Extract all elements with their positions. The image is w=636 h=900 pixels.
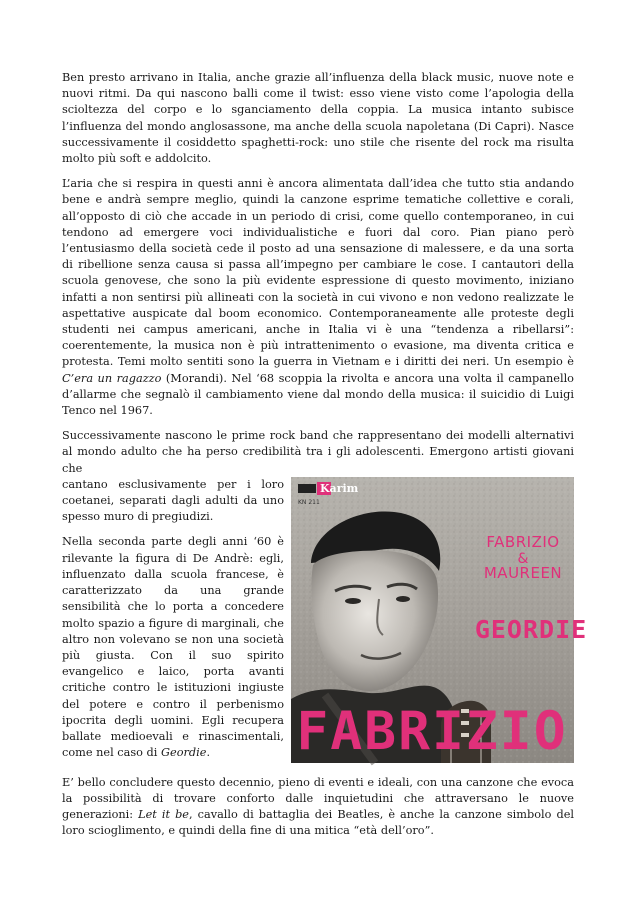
record-label-name: Karim [320, 481, 359, 495]
cover-artist-fabrizio: FABRIZIO [486, 532, 560, 551]
cover-artist-maureen: MAUREEN [483, 563, 563, 582]
paragraph-rock-band: Successivamente nascono le prime rock band che rappresentano dei modelli alternativi al mondo adulto che ha perso credibilità tra i gli adolescenti. Emergono artisti giovani che [62, 429, 574, 475]
catalog-number: KN 211 [298, 498, 320, 506]
song-title-let-it-be: Let it be [138, 808, 189, 822]
paragraph-let-it-be [62, 775, 574, 840]
wrapped-section [62, 477, 588, 769]
album-cover-image [291, 477, 588, 763]
paragraph-de-andre [62, 534, 284, 761]
paragraph-rock-band-continued: cantano esclusivamente per i loro coetanei, separati dagli adulti da uno spesso muro di pregiudizi. [62, 477, 284, 524]
cover-song-title: GEORDIE [474, 614, 588, 644]
document-page [62, 70, 588, 840]
paragraph-let-it-be-text-b: , cavallo di battaglia dei Beatles, è anche la canzone simbolo del loro scioglimento, e quindi della fine di una mitica “età dell’oro”. [62, 808, 574, 838]
paragraph-let-it-be-text-a: E’ bello concludere questo decennio, pieno di eventi e ideali, con una canzone che evoca la possibilità di trovare conforto dalle inquietudini che attraversano le nuove generazioni: [62, 775, 574, 822]
cover-big-name: FABRIZIO [296, 700, 568, 762]
paragraph-cantautori-text-a: L’aria che si respira in questi anni è ancora alimentata dall’idea che tutto stia andando bene e andrà sempre meglio, quindi la canzone esprime tematiche collettive e corali, all’opposto di ciò che accade in un periodo di crisi, come quello contemporaneo, in cui tendono ad emergere voci individualistiche e fuori dal coro. Pian piano però l’entusiasmo della società cede il posto ad una sensazione di malessere, e da una sorta di ribellione senza causa si passa all’impegno per cambiare le cose. I cantautori della scuola genovese, che sono la più evidente espressione di questo movimento, iniziano infatti a non sentirsi più allineati con la società in cui vivono e non vedono realizzate le aspettative auspicate dal boom economico. Contemporaneamente alle proteste degli studenti nei campus americani, anche in Italia vi è una “tendenza a ribellarsi”: coerentemente, la musica non è più intrattenimento o evasione, ma diventa critica e protesta. Temi molto sentiti sono la guerra in Vietnam e i diritti dei neri. Un esempio è [62, 177, 574, 369]
paragraph-twist: Ben presto arrivano in Italia, anche grazie all’influenza della black music, nuove note e nuovi ritmi. Da qui nascono balli come il twist: esso viene visto come l’apologia della scioltezza del corpo e lo sganciamento della coppia. La musica intanto subisce l’influenza del mondo anglosassone, ma anche della scuola napoletana (Di Capri). Nasce successivamente il cosiddetto spaghetti-rock: uno stile che risente del rock ma risulta molto più soft e addolcito. [62, 71, 574, 166]
text-column-left [62, 477, 284, 761]
song-title-geordie: Geordie [160, 746, 207, 760]
song-title-cera-un-ragazzo: C’era un ragazzo [62, 371, 162, 385]
paragraph-cantautori-text-b: (Morandi). Nel ‘68 scoppia la rivolta e ancora una volta il campanello d’allarme che segnalò il cambiamento viene dal mondo della musica: il suicidio di Luigi Tenco nel 1967. [62, 371, 574, 418]
paragraph-de-andre-text-a: Nella seconda parte degli anni ‘60 è rilevante la figura di De Andrè: egli, influenzato dalla scuola francese, è caratterizzato da una grande sensibilità che lo porta a concedere molto spazio a figure di marginali, che altro non volevano se non una società più giusta. Con il suo spirito evangelico e laico, porta avanti critiche contro le istituzioni ingiuste del potere e contro il perbenismo ipocrita degli uomini. Egli recupera ballate medioevali e rinascimentali, come nel caso di [62, 535, 284, 760]
cover-ampersand: & [517, 550, 529, 567]
paragraph-cantautori [62, 176, 574, 419]
paragraph-de-andre-text-b: . [206, 746, 211, 760]
